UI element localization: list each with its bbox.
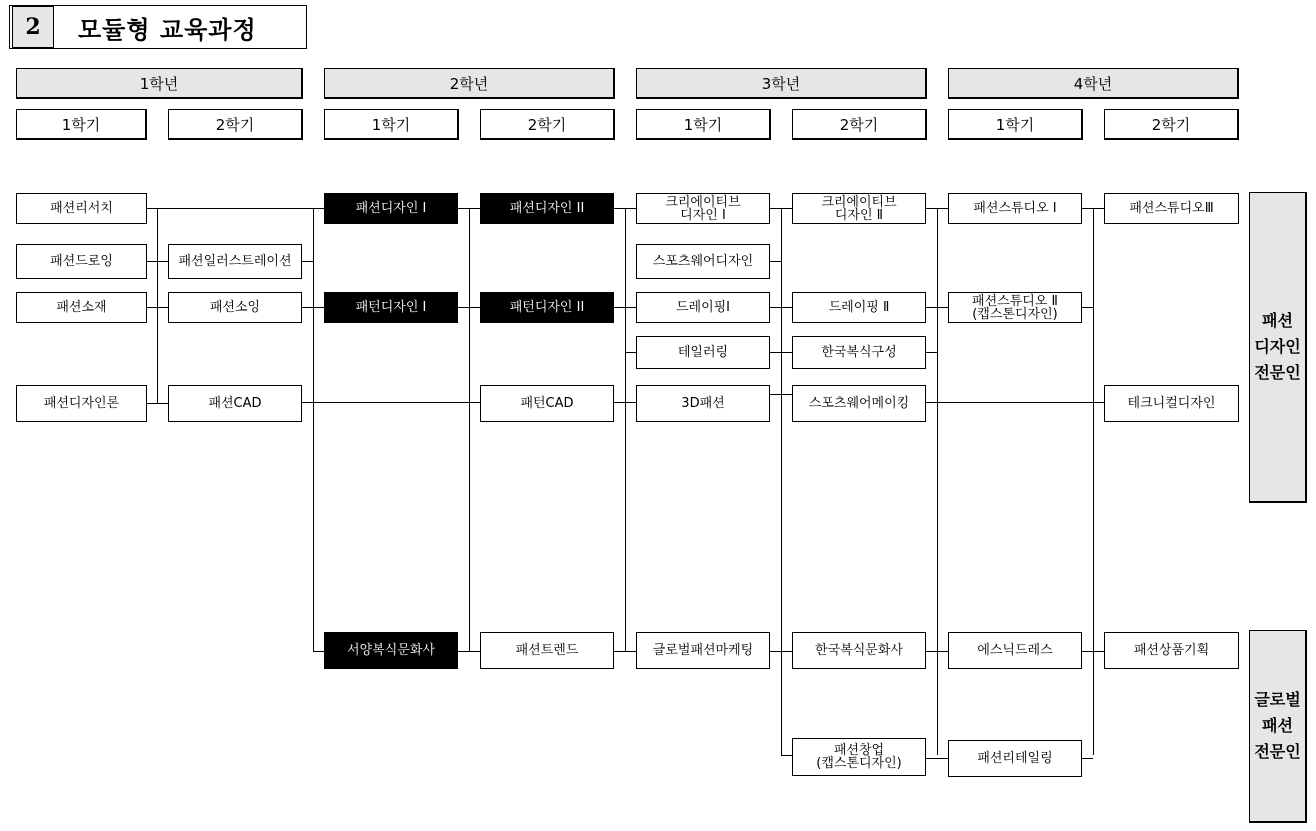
semester-header: 2학기 (1104, 109, 1239, 140)
course-creative-design-2: 크리에이티브 디자인 Ⅱ (792, 193, 926, 224)
course-technical-design: 테크니컬디자인 (1104, 385, 1239, 422)
course-fashion-research: 패션리서치 (16, 193, 147, 224)
course-pattern-design-2: 패턴디자인 II (480, 292, 614, 323)
year-1-header: 1학년 (16, 68, 303, 99)
year-2-header: 2학년 (324, 68, 615, 99)
course-fashion-design-1: 패션디자인 I (324, 193, 458, 224)
course-pattern-cad: 패턴CAD (480, 385, 614, 422)
semester-header: 2학기 (792, 109, 927, 140)
course-3d-fashion: 3D패션 (636, 385, 770, 422)
course-fashion-retailing: 패션리테일링 (948, 740, 1082, 777)
course-fashion-design-theory: 패션디자인론 (16, 385, 147, 422)
course-pattern-design-1: 패턴디자인 I (324, 292, 458, 323)
semester-header: 2학기 (168, 109, 303, 140)
course-fashion-design-2: 패션디자인 II (480, 193, 614, 224)
section-number: 2 (12, 6, 54, 48)
course-sportswear-making: 스포츠웨어메이킹 (792, 385, 926, 422)
track-global-fashion-specialist: 글로벌 패션 전문인 (1249, 630, 1307, 823)
course-korean-costume-construction: 한국복식구성 (792, 336, 926, 369)
semester-header: 1학기 (324, 109, 459, 140)
course-draping-1: 드레이핑I (636, 292, 770, 323)
course-fashion-cad: 패션CAD (168, 385, 302, 422)
course-fashion-studio-2: 패션스튜디오 Ⅱ (캡스톤디자인) (948, 292, 1082, 323)
section-title (9, 5, 307, 49)
course-sportswear-design: 스포츠웨어디자인 (636, 244, 770, 279)
course-fashion-merchandising: 패션상품기획 (1104, 632, 1239, 669)
semester-header: 1학기 (16, 109, 147, 140)
course-fashion-trend: 패션트렌드 (480, 632, 614, 669)
course-ethnic-dress: 에스닉드레스 (948, 632, 1082, 669)
course-tailoring: 테일러링 (636, 336, 770, 369)
semester-header: 1학기 (636, 109, 771, 140)
course-draping-2: 드레이핑 Ⅱ (792, 292, 926, 323)
course-fashion-studio-3: 패션스튜디오Ⅲ (1104, 193, 1239, 224)
course-fashion-sewing: 패션소잉 (168, 292, 302, 323)
course-global-fashion-marketing: 글로벌패션마케팅 (636, 632, 770, 669)
course-fashion-startup: 패션창업 (캡스톤디자인) (792, 738, 926, 776)
course-korean-costume-history: 한국복식문화사 (792, 632, 926, 669)
course-fashion-illustration: 패션일러스트레이션 (168, 244, 302, 279)
course-fashion-studio-1: 패션스튜디오 I (948, 193, 1082, 224)
course-fashion-drawing: 패션드로잉 (16, 244, 147, 279)
track-fashion-design-specialist: 패션 디자인 전문인 (1249, 192, 1307, 503)
year-4-header: 4학년 (948, 68, 1239, 99)
semester-header: 2학기 (480, 109, 615, 140)
section-title-text: 모듈형 교육과정 (78, 15, 257, 44)
semester-header: 1학기 (948, 109, 1083, 140)
course-western-costume-history: 서양복식문화사 (324, 632, 458, 669)
year-3-header: 3학년 (636, 68, 927, 99)
course-fashion-material: 패션소재 (16, 292, 147, 323)
course-creative-design-1: 크리에이티브 디자인 I (636, 193, 770, 224)
